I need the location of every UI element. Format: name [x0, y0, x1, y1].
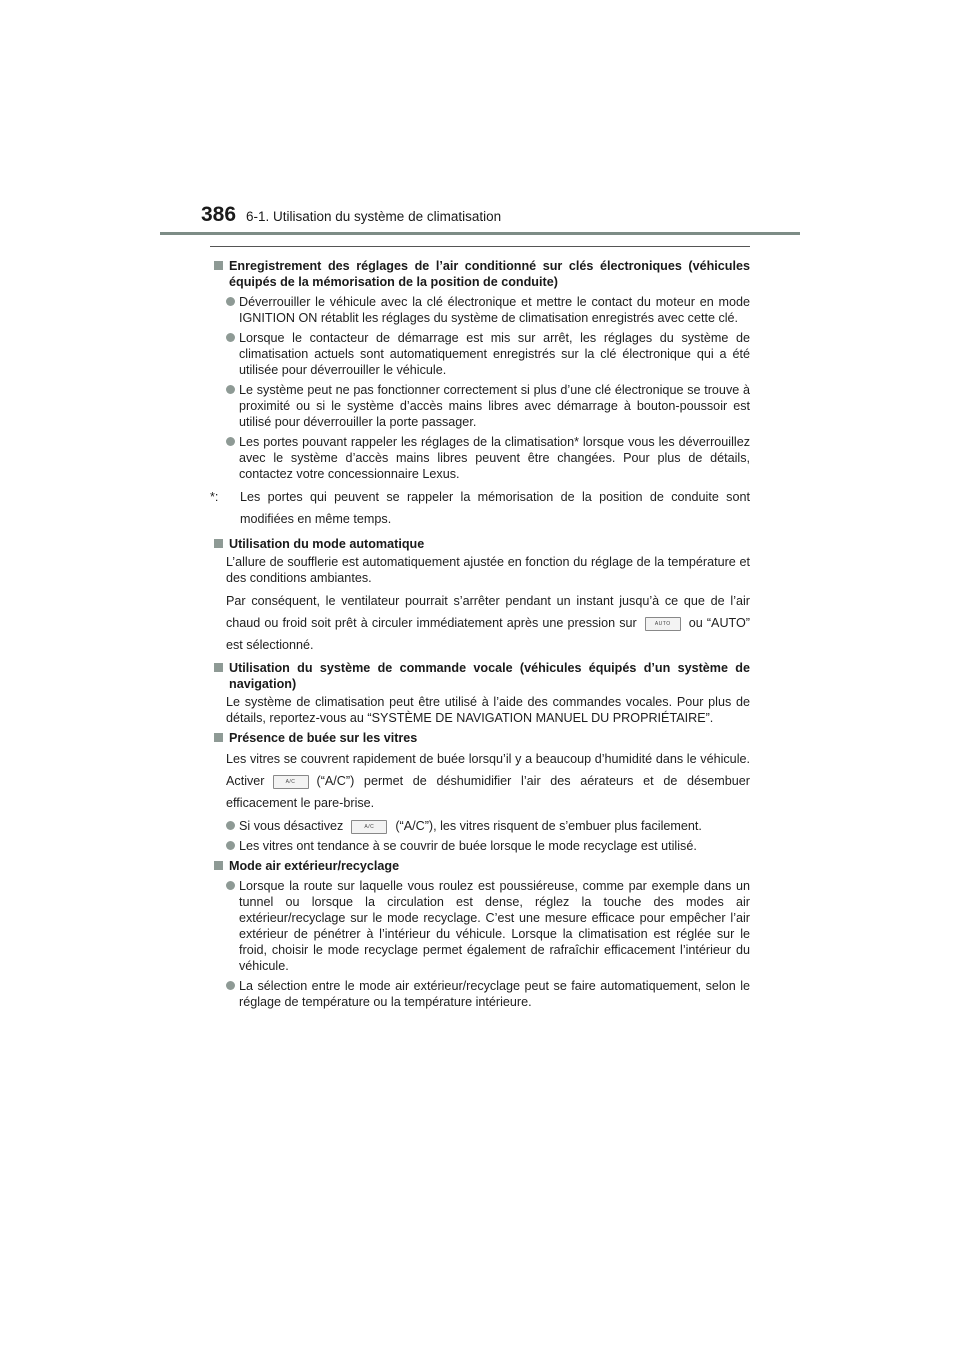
- bullet-text-part: (“A/C”), les vitres risquent de s’embuer plus facilement.: [395, 819, 702, 833]
- page-number: 386: [201, 203, 237, 226]
- bullet-text: Les portes pouvant rappeler les réglages de la climatisation* lorsque vous les déverrouillez avec le système d’accès mains libres peuvent être changées. Pour plus de détails, contactez votre concessionnaire Lexus.: [239, 435, 750, 481]
- bullet-dot-icon: [226, 333, 235, 342]
- heading-text: Utilisation du système de commande vocale (véhicules équipés d’un système de navigation): [229, 661, 750, 691]
- ac-button-icon: A/C: [273, 775, 309, 789]
- list-item: [226, 330, 750, 378]
- bullet-text: Lorsque le contacteur de démarrage est mis sur arrêt, les réglages du système de climatisation actuels sont automatiquement enregistrés sur la clé électronique qui a été utilisée pour déverrouiller le véhicule.: [239, 331, 750, 377]
- paragraph: [226, 590, 750, 656]
- heading-text: Présence de buée sur les vitres: [229, 731, 418, 745]
- bullet-text: Lorsque la route sur laquelle vous roulez est poussiéreuse, comme par exemple dans un tunnel ou lorsque la circulation est dense, réglez la touche des modes air extérieur/recyclage sur le mode recyclage. C’est une mesure efficace pour empêcher l’air extérieur de pénétrer à l’intérieur du véhicule. Lorsque la climatisation est réglée sur le froid, choisir le mode recyclage permet également de rafraîchir efficacement l’intérieur du véhicule.: [239, 879, 750, 973]
- section-heading: [210, 258, 750, 290]
- paragraph: L’allure de soufflerie est automatiquement ajustée en fonction du réglage de la température et des conditions ambiantes.: [226, 555, 750, 585]
- square-marker-icon: [214, 261, 223, 270]
- list-item: [226, 878, 750, 974]
- heading-text: Enregistrement des réglages de l’air conditionné sur clés électroniques (véhicules équipés de la mémorisation de la position de conduite): [229, 259, 750, 289]
- bullet-text: [239, 818, 750, 834]
- bullet-text-part: Si vous désactivez: [239, 819, 344, 833]
- bullet-text: Le système peut ne pas fonctionner correctement si plus d’une clé électronique se trouve à proximité ou si le système d’accès mains libres avec démarrage à bouton-poussoir est utilisé pour déverrouiller la porte passager.: [239, 383, 750, 429]
- list-item: [226, 838, 750, 854]
- footnote-text: Les portes qui peuvent se rappeler la mémorisation de la position de conduite sont modifiées en même temps.: [240, 490, 750, 526]
- ac-button-icon: A/C: [351, 820, 387, 834]
- section-key-memory: [210, 258, 750, 530]
- bullet-dot-icon: [226, 297, 235, 306]
- section-fogging: [210, 730, 750, 854]
- square-marker-icon: [214, 663, 223, 672]
- paragraph-text: (“A/C”) permet de déshumidifier l’air des aérateurs et de désembuer efficacement le pare-brise.: [226, 774, 750, 810]
- header-rule: [160, 232, 800, 235]
- auto-button-icon: AUTO: [645, 617, 681, 631]
- bullet-text: La sélection entre le mode air extérieur/recyclage peut se faire automatiquement, selon le réglage de température ou la température intérieure.: [239, 979, 750, 1009]
- bullet-text: Déverrouiller le véhicule avec la clé électronique et mettre le contact du moteur en mode IGNITION ON rétablit les réglages du système de climatisation enregistrés avec cette clé.: [239, 295, 750, 325]
- section-voice-command: [210, 660, 750, 726]
- square-marker-icon: [214, 861, 223, 870]
- bullet-dot-icon: [226, 385, 235, 394]
- square-marker-icon: [214, 733, 223, 742]
- bullet-dot-icon: [226, 981, 235, 990]
- paragraph: [226, 748, 750, 814]
- section-heading: [210, 858, 750, 874]
- footnote: [210, 486, 750, 530]
- paragraph: Le système de climatisation peut être utilisé à l’aide des commandes vocales. Pour plus de détails, reportez-vous au “SYSTÈME DE NAVIGATION MANUEL DU PROPRIÉTAIRE”.: [226, 695, 750, 725]
- paragraph-text: ou “AUTO” est sélectionné.: [226, 616, 750, 652]
- content-top-rule: [210, 246, 750, 247]
- list-item: [226, 294, 750, 326]
- section-heading: [210, 536, 750, 552]
- bullet-dot-icon: [226, 841, 235, 850]
- paragraph-text: Les vitres se couvrent rapidement de buée lorsqu’il y a beaucoup d’humidité dans le véhicule. Activer: [226, 752, 750, 788]
- bullet-dot-icon: [226, 821, 235, 830]
- footnote-mark: *:: [210, 490, 219, 504]
- paragraph-text: Par conséquent, le ventilateur pourrait s’arrêter pendant un instant jusqu’à ce que de l’air chaud ou froid soit prêt à circuler immédiatement après une pression sur: [226, 594, 750, 630]
- section-title: 6-1. Utilisation du système de climatisation: [246, 209, 502, 224]
- list-item: [226, 434, 750, 482]
- list-item: [226, 978, 750, 1010]
- heading-text: Mode air extérieur/recyclage: [229, 859, 400, 873]
- bullet-dot-icon: [226, 437, 235, 446]
- heading-text: Utilisation du mode automatique: [229, 537, 425, 551]
- list-item: [226, 382, 750, 430]
- section-outside-air-recirculation: [210, 858, 750, 1010]
- bullet-text: Les vitres ont tendance à se couvrir de buée lorsque le mode recyclage est utilisé.: [239, 839, 697, 853]
- section-auto-mode: [210, 536, 750, 656]
- section-heading: [210, 660, 750, 692]
- square-marker-icon: [214, 539, 223, 548]
- bullet-dot-icon: [226, 881, 235, 890]
- content-body: [210, 258, 750, 1014]
- list-item: [226, 818, 750, 834]
- section-heading: [210, 730, 750, 746]
